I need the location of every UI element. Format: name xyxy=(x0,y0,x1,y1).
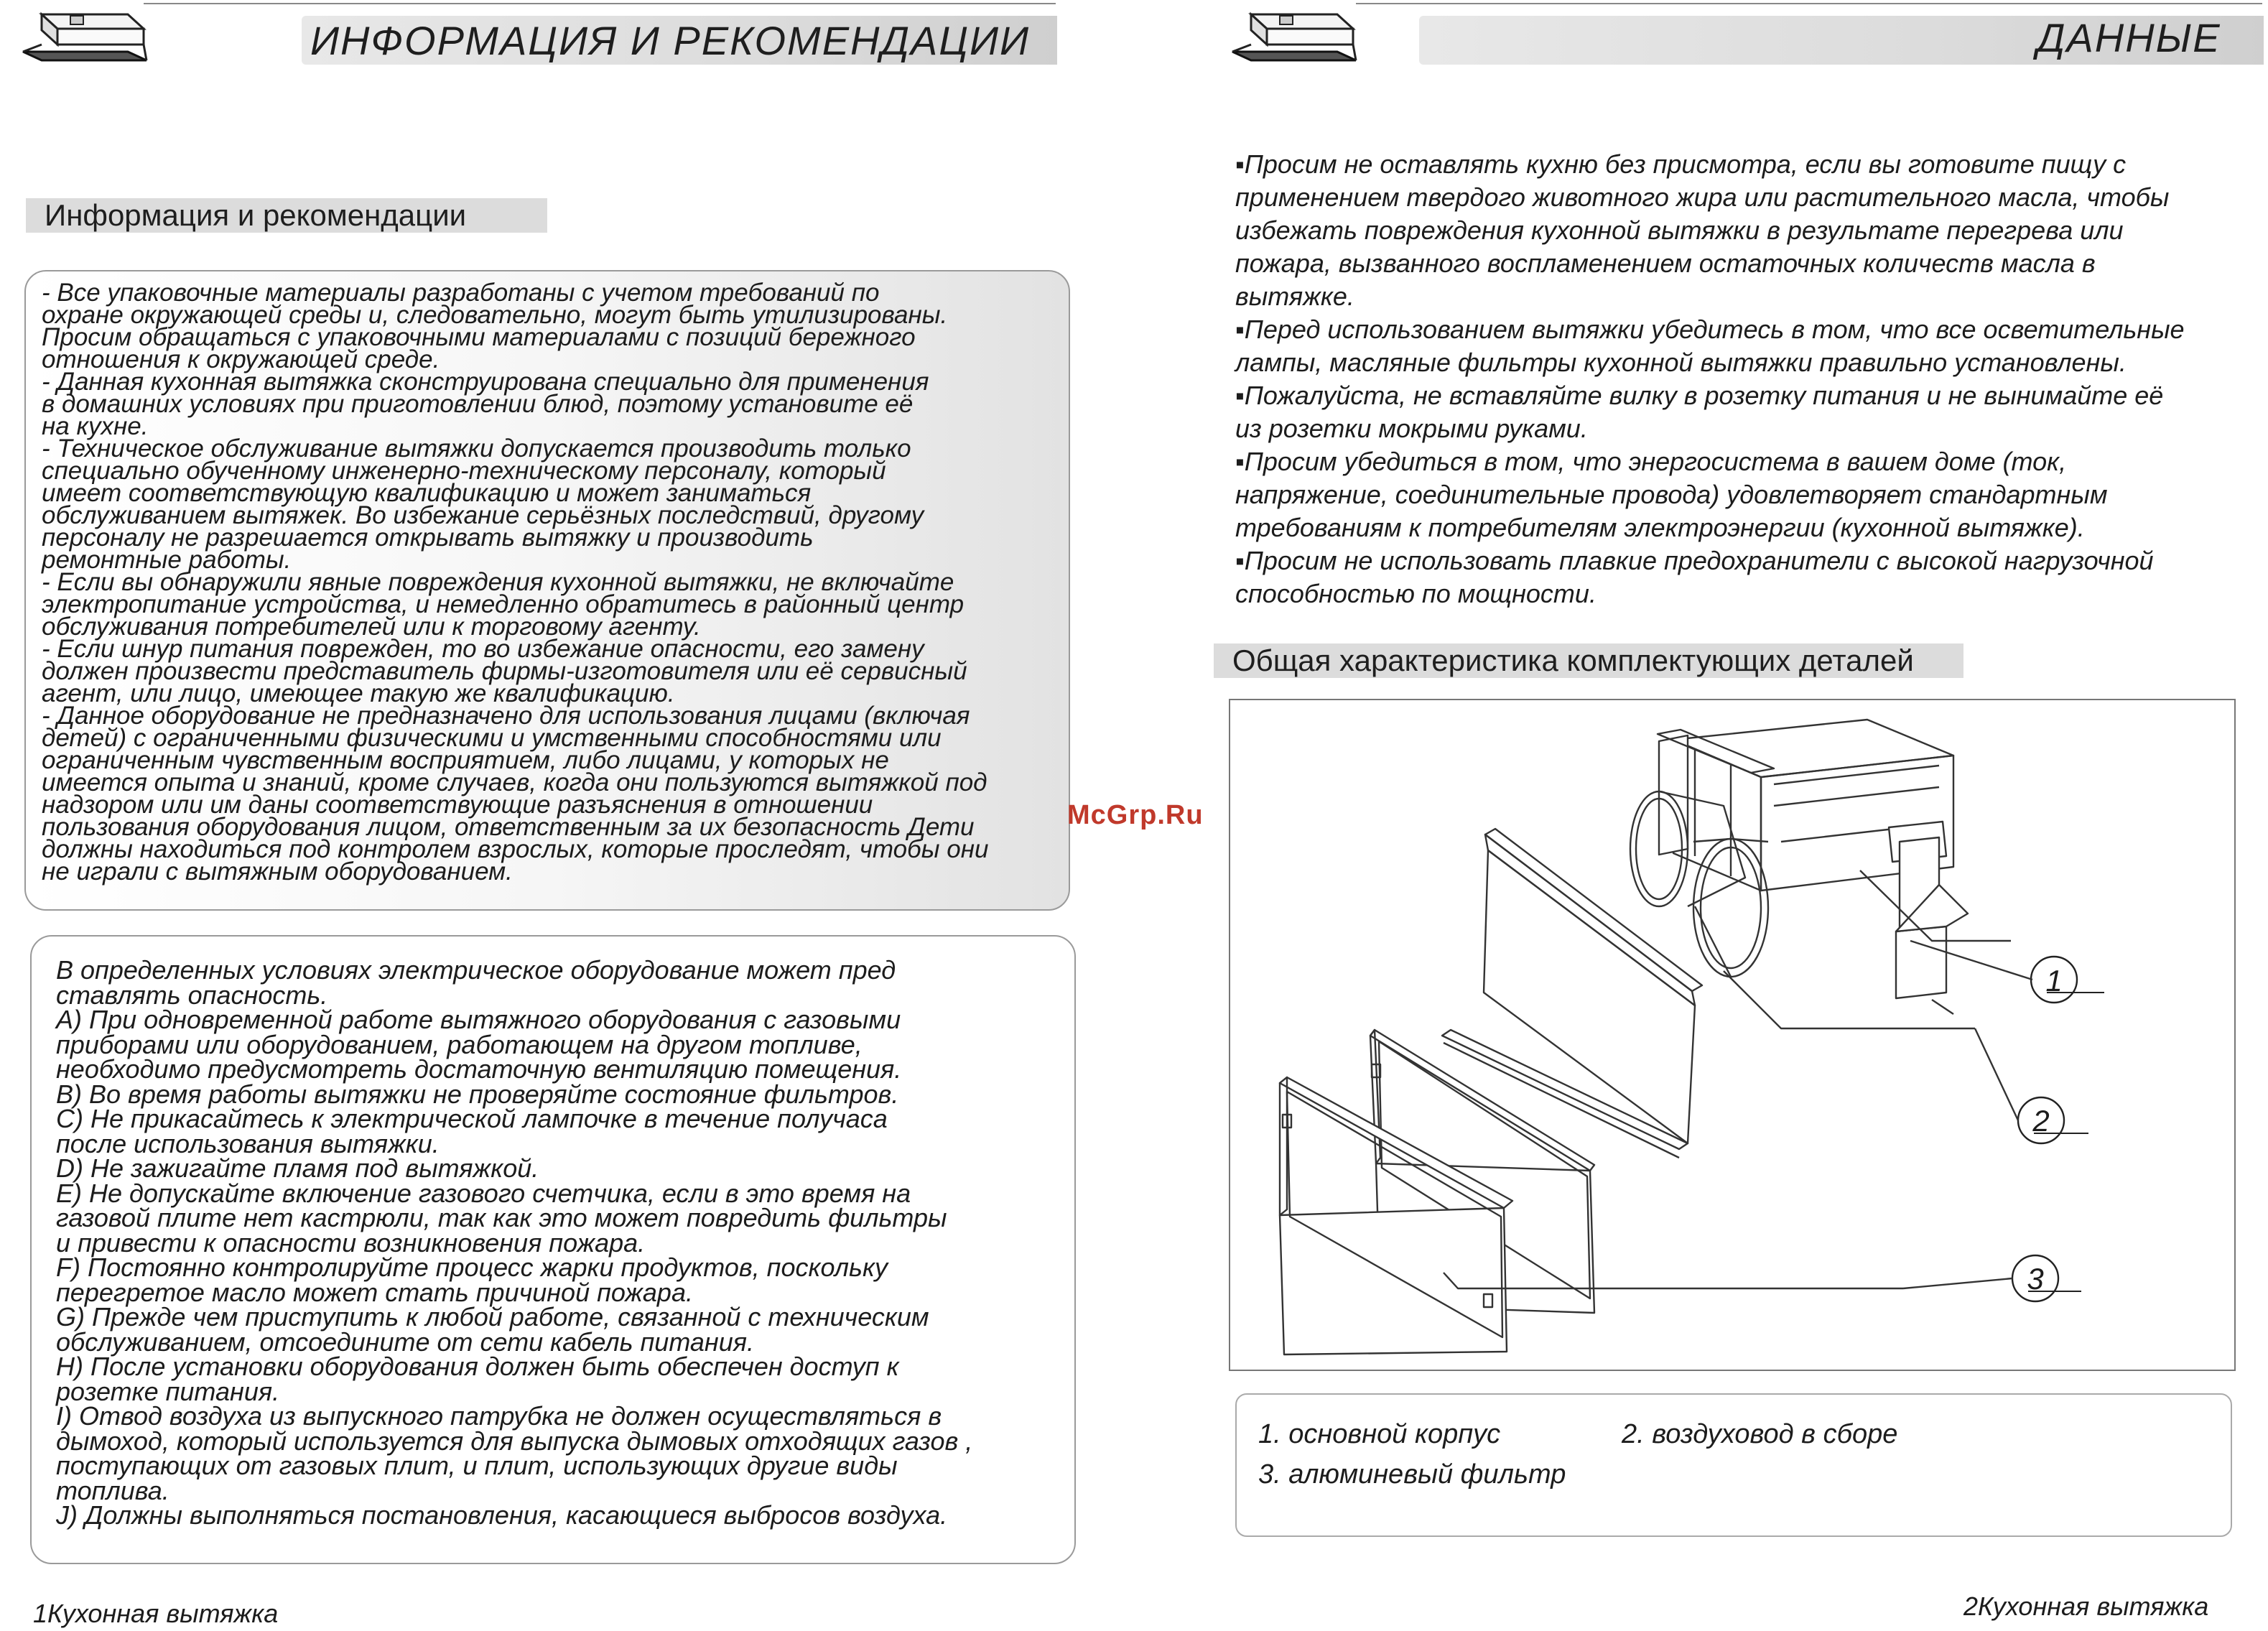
info-box-text: - Все упаковочные материалы разработаны с учетом требований по охране окружающей среды и, следовательно, могут быть утилизированы. Просим обращаться с упаковочными материалами с позиций бережного отношения к окружающей среде. - Данная кухонная вытяжка сконструирована специально для применения в домашних условиях при приготовлении блюд, поэтому установите её на кухне. - Техническое обслуживание вытяжки допускается производить только специально обученному инженерно-техническому персоналу, который имеет соответствующую квалификацию и может заниматься обслуживанием вытяжек. Во избежание серьёзных последствий, другому персоналу не разрешается открывать вытяжку и производить ремонтные работы. - Если вы обнаружили явные повреждения кухонной вытяжки, не включайте электропитание устройства, и немедленно обратитесь в районный центр обслуживания потребителей или к торговому агенту. - Если шнур питания поврежден, то во избежание опасности, его замену должен произвести представитель фирмы-изготовителя или её сервисный агент, или лицо, имеющее такую же квалификацию. - Данное оборудование не предназначено для использования лицами (включая детей) с ограниченными физическими и умственными способностями или ограниченным чувственным восприятием, либо лицами, у которых не имеется опыта и знаний, кроме случаев, когда они пользуются вытяжкой под надзором или им даны соответствующие разъяснения в отношении пользования оборудования лицом, ответственным за их безопасность Дети должны находиться под контролем взрослых, которые проследят, чтобы они не играли с вытяжным оборудованием. xyxy=(42,279,989,886)
safety-text: ▪Просим не оставлять кухню без присмотра, если вы готовите пищу с применением твердого животного жира или растительного масла, чтобы избежать повреждения кухонной вытяжки в результате перегрева или пожара, вызванного воспламенением остаточных количеств масла в вытяжке. ▪Перед использованием вытяжки убедитесь в том, что все осветительные лампы, масляные фильтры кухонной вытяжки правильно установлены. ▪Пожалуйста, не вставляйте вилку в розетку питания и не вынимайте её из розетки мокрыми руками. ▪Просим убедиться в том, что энергосистема в вашем доме (ток, напряжение, соединительные провода) удовлетворяет стандартным требованиям к потребителям электроэнергии (кухонной вытяжке). ▪Просим не использовать плавкие предохранители с высокой нагрузочной способностью по мощности. xyxy=(1235,149,2185,608)
section-label-info: Информация и рекомендации xyxy=(26,198,547,233)
page-title: ИНФОРМАЦИЯ И РЕКОМЕНДАЦИИ xyxy=(310,18,1031,63)
safety-text-block xyxy=(1235,148,2255,610)
watermark: McGrp.Ru xyxy=(1067,800,1204,830)
components-diagram xyxy=(1228,698,2236,1372)
range-hood-icon xyxy=(1230,7,1359,66)
header-rule xyxy=(144,3,1056,4)
warning-box xyxy=(30,935,1076,1564)
legend-item-main-body: 1. основной корпус xyxy=(1258,1419,1501,1449)
page-footer-right: 2Кухонная вытяжка xyxy=(1963,1591,2209,1621)
info-box xyxy=(24,270,1070,911)
callout-1-label: 1 xyxy=(2045,964,2063,998)
range-hood-icon xyxy=(20,7,149,66)
page-footer-left: 1Кухонная вытяжка xyxy=(33,1599,279,1628)
legend-item-air-duct: 2. воздуховод в сборе xyxy=(1622,1419,1898,1449)
header-rule xyxy=(1356,3,2262,4)
legend-item-aluminium-filter: 3. алюминевый фильтр xyxy=(1258,1459,1566,1490)
warning-box-text: В определенных условиях электрическое оборудование может пред ставлять опасность. A) При одновременной работе вытяжного оборудования с газовыми приборами или оборудованием, работающем на другом топливе, необходимо предусмотреть достаточную вентиляцию помещения. B) Во время работы вытяжки не проверяйте состояние фильтров. C) Не прикасайтесь к электрической лампочке в течение получаса после использования вытяжки. D) Не зажигайте пламя под вытяжкой. E) Не допускайте включение газового счетчика, если в это время на газовой плите нет кастрюли, так как это может повредить фильтры и привести к опасности возникновения пожара. F) Постоянно контролируйте процесс жарки продуктов, поскольку перегретое масло может стать причиной пожара. G) Прежде чем приступить к любой работе, связанной с техническим обслуживанием, отсоедините от сети кабель питания. H) После установки оборудования должен быть обеспечен доступ к розетке питания. I) Отвод воздуха из выпускного патрубка не должен осуществляться в дымоход, который используется для выпуска дымовых отходящих газов , поступающих от газовых плит, и плит, использующих другие виды топлива. J) Должны выполняться постановления, касающиеся выбросов воздуха. xyxy=(56,955,973,1530)
callout-2-label: 2 xyxy=(2032,1104,2050,1138)
section-label-components: Общая характеристика комплектующих деталей xyxy=(1214,643,1963,678)
page-title: ДАННЫЕ xyxy=(2037,15,2221,60)
callout-3-label: 3 xyxy=(2027,1262,2044,1296)
